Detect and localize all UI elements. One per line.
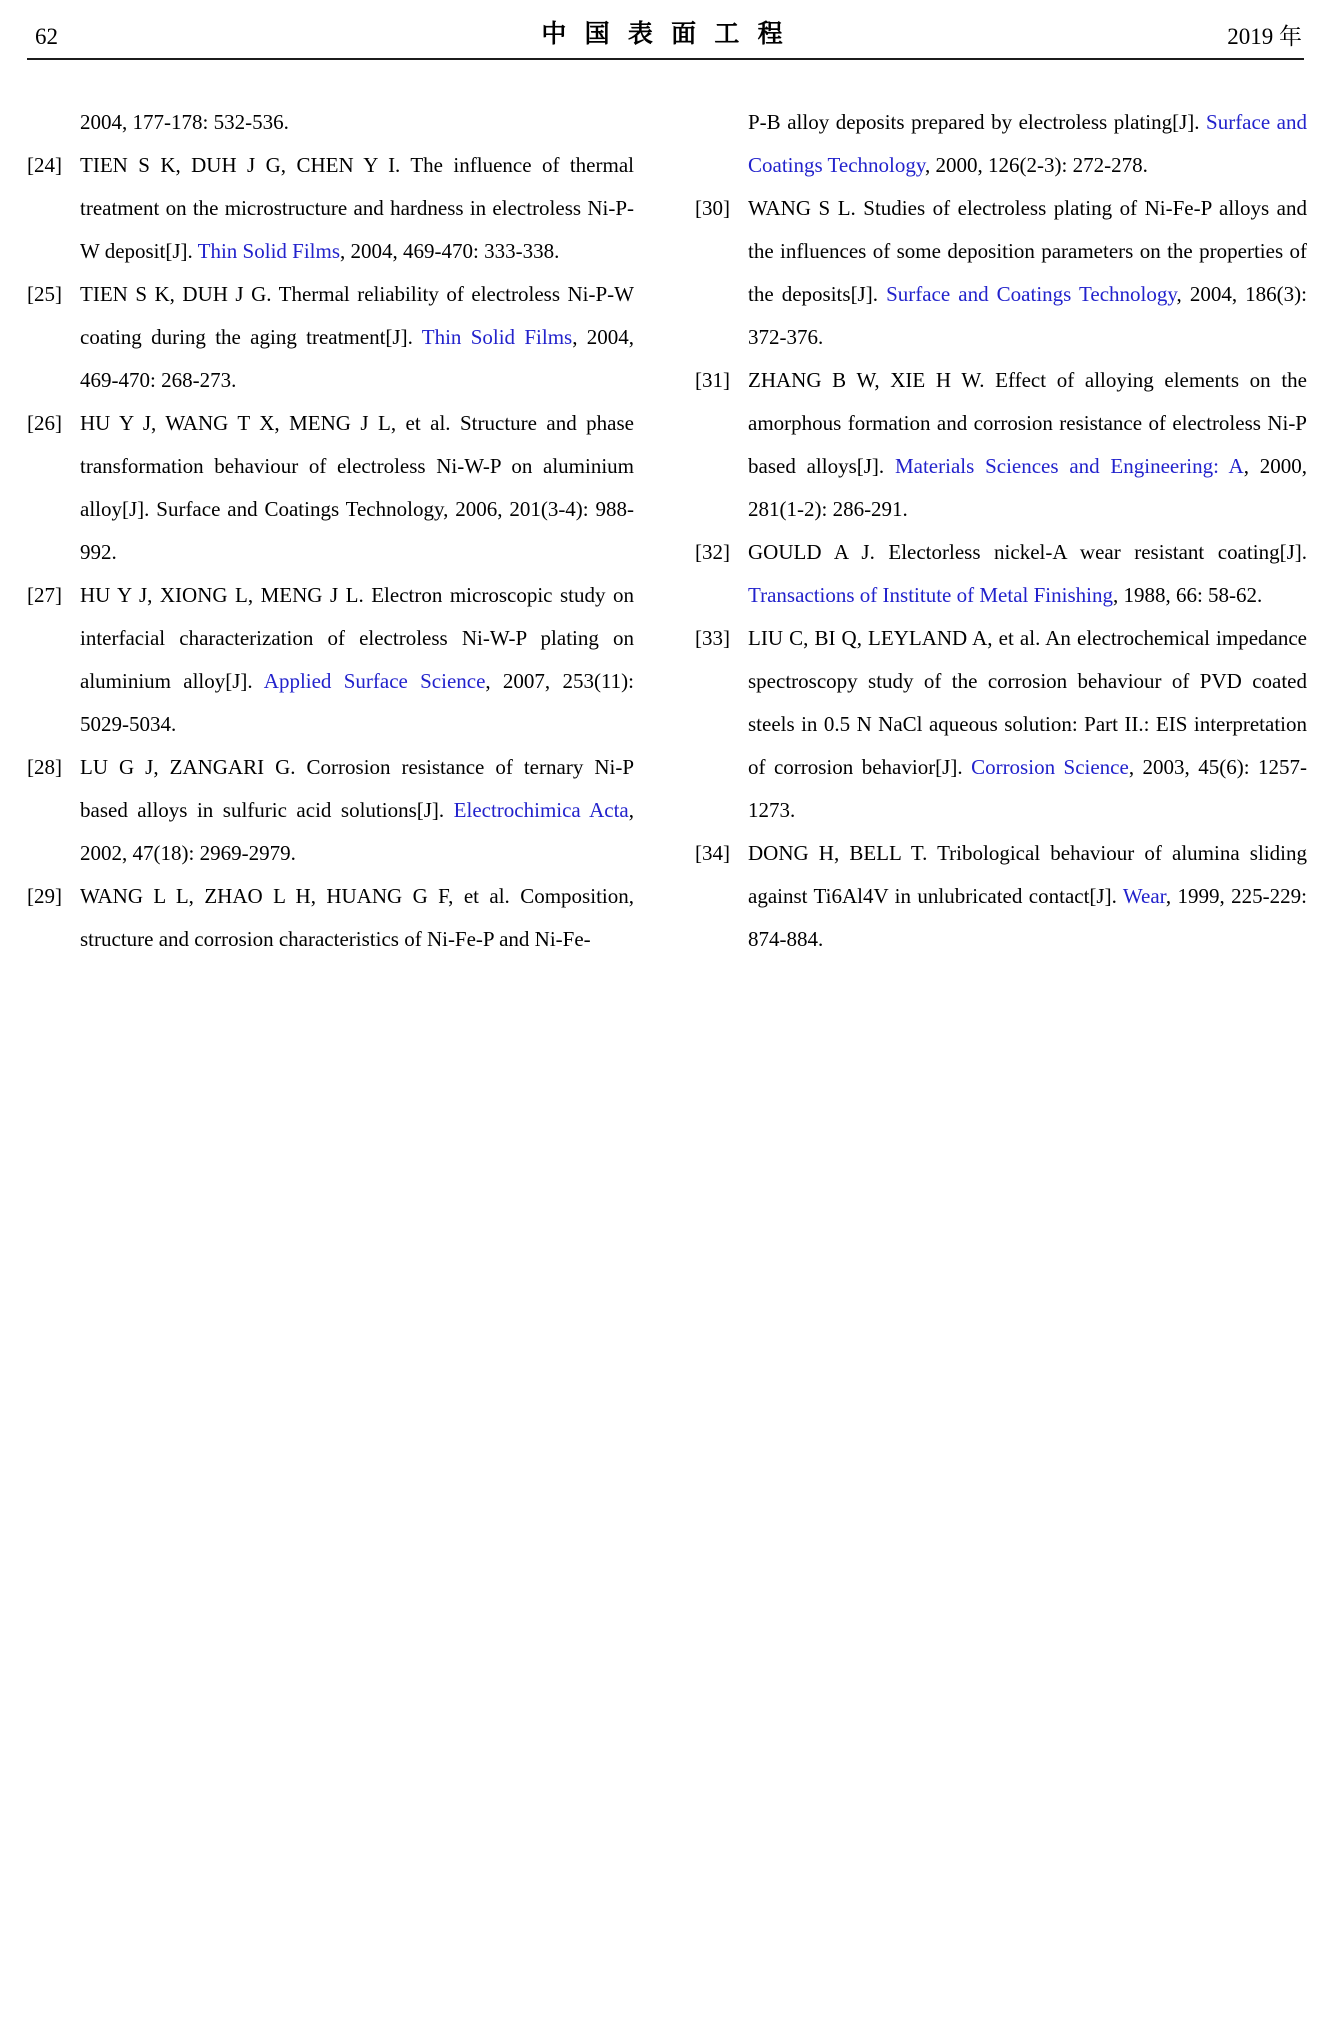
reference-text: P-B alloy deposits prepared by electroless plating[J].: [748, 110, 1207, 134]
reference-text: DONG H, BELL T. Tribological behaviour of alumina sliding against Ti6Al4V in unlubricated contact[J].: [748, 841, 1307, 908]
journal-link[interactable]: Thin Solid Films: [197, 239, 341, 263]
reference-text: , 2002, 47(18): 2969-2979.: [80, 798, 634, 865]
reference-text: LIU C, BI Q, LEYLAND A, et al. An electrochemical impedance spectroscopy study of the corrosion behaviour of PVD coated steels in 0.5 N NaCl aqueous solution: Part II.: EIS interpretation of corrosion behavior[J].: [748, 626, 1307, 779]
reference-text: , 2007, 253(11): 5029-5034.: [80, 669, 634, 736]
journal-link[interactable]: Corrosion Science: [971, 755, 1129, 779]
reference-number: [33]: [695, 626, 730, 650]
reference-text: , 2000, 281(1-2): 286-291.: [748, 454, 1307, 521]
reference-text: LU G J, ZANGARI G. Corrosion resistance of ternary Ni-P based alloys in sulfuric acid solutions[J].: [80, 755, 634, 822]
reference-text: WANG L L, ZHAO L H, HUANG G F, et al. Composition, structure and corrosion characteristics of Ni-Fe-P and Ni-Fe-: [80, 884, 634, 951]
reference-continuation: [695, 101, 1307, 187]
reference-entry: [27, 875, 634, 961]
reference-entry: [695, 832, 1307, 961]
publication-year: 2019 年: [1227, 24, 1302, 49]
reference-continuation: [27, 101, 634, 144]
reference-text: ZHANG B W, XIE H W. Effect of alloying elements on the amorphous formation and corrosion resistance of electroless Ni-P based alloys[J].: [748, 368, 1307, 478]
reference-text: TIEN S K, DUH J G. Thermal reliability of electroless Ni-P-W coating during the aging treatment[J].: [80, 282, 634, 349]
reference-text: , 2004, 186(3): 372-376.: [748, 282, 1307, 349]
reference-entry: [695, 187, 1307, 359]
reference-number: [29]: [27, 884, 62, 908]
reference-text: TIEN S K, DUH J G, CHEN Y I. The influence of thermal treatment on the microstructure and hardness in electroless Ni-P-W deposit[J].: [80, 153, 634, 263]
reference-entry: [27, 402, 634, 574]
journal-link[interactable]: Wear: [1122, 884, 1166, 908]
journal-link[interactable]: Electrochimica Acta: [453, 798, 629, 822]
reference-number: [27]: [27, 583, 62, 607]
reference-text: , 2004, 469-470: 268-273.: [80, 325, 634, 392]
reference-number: [30]: [695, 196, 730, 220]
reference-number: [25]: [27, 282, 62, 306]
journal-link[interactable]: Thin Solid Films: [421, 325, 573, 349]
reference-entry: [695, 359, 1307, 531]
reference-entry: [27, 746, 634, 875]
reference-text: WANG S L. Studies of electroless plating of Ni-Fe-P alloys and the influences of some deposition parameters on the properties of the deposits[J].: [748, 196, 1307, 306]
reference-text: , 2004, 469-470: 333-338.: [340, 239, 560, 263]
reference-text: GOULD A J. Electorless nickel-A wear resistant coating[J].: [748, 540, 1307, 564]
reference-text: , 2003, 45(6): 1257-1273.: [748, 755, 1308, 822]
reference-entry: [695, 617, 1307, 832]
reference-number: [34]: [695, 841, 730, 865]
references-column-left: [27, 101, 634, 961]
reference-number: [31]: [695, 368, 730, 392]
reference-text: , 1988, 66: 58-62.: [1112, 583, 1263, 607]
journal-title: 中 国 表 面 工 程: [541, 21, 789, 48]
references-column-right: [695, 101, 1307, 961]
reference-text: HU Y J, XIONG L, MENG J L. Electron microscopic study on interfacial characterization of electroless Ni-W-P plating on aluminium alloy[J].: [80, 583, 634, 693]
reference-number: [24]: [27, 153, 62, 177]
reference-number: [26]: [27, 411, 62, 435]
journal-link[interactable]: Transactions of Institute of Metal Finishing: [748, 583, 1113, 607]
reference-entry: [695, 531, 1307, 617]
reference-text: , 2000, 126(2-3): 272-278.: [925, 153, 1148, 177]
reference-entry: [27, 144, 634, 273]
reference-entry: [27, 273, 634, 402]
reference-number: [28]: [27, 755, 62, 779]
journal-link[interactable]: Surface and Coatings Technology: [748, 110, 1307, 177]
reference-entry: [27, 574, 634, 746]
journal-link[interactable]: Surface and Coatings Technology: [886, 282, 1177, 306]
journal-link[interactable]: Applied Surface Science: [263, 669, 486, 693]
reference-number: [32]: [695, 540, 730, 564]
header-rule: [27, 58, 1304, 60]
reference-text: , 1999, 225-229: 874-884.: [748, 884, 1307, 951]
reference-text: HU Y J, WANG T X, MENG J L, et al. Structure and phase transformation behaviour of electroless Ni-W-P on aluminium alloy[J]. Surface and Coatings Technology, 2006, 201(3-4): 988-992.: [80, 411, 634, 564]
reference-text: 2004, 177-178: 532-536.: [80, 110, 289, 134]
journal-link[interactable]: Materials Sciences and Engineering: A: [894, 454, 1244, 478]
page-number: 62: [35, 24, 58, 49]
